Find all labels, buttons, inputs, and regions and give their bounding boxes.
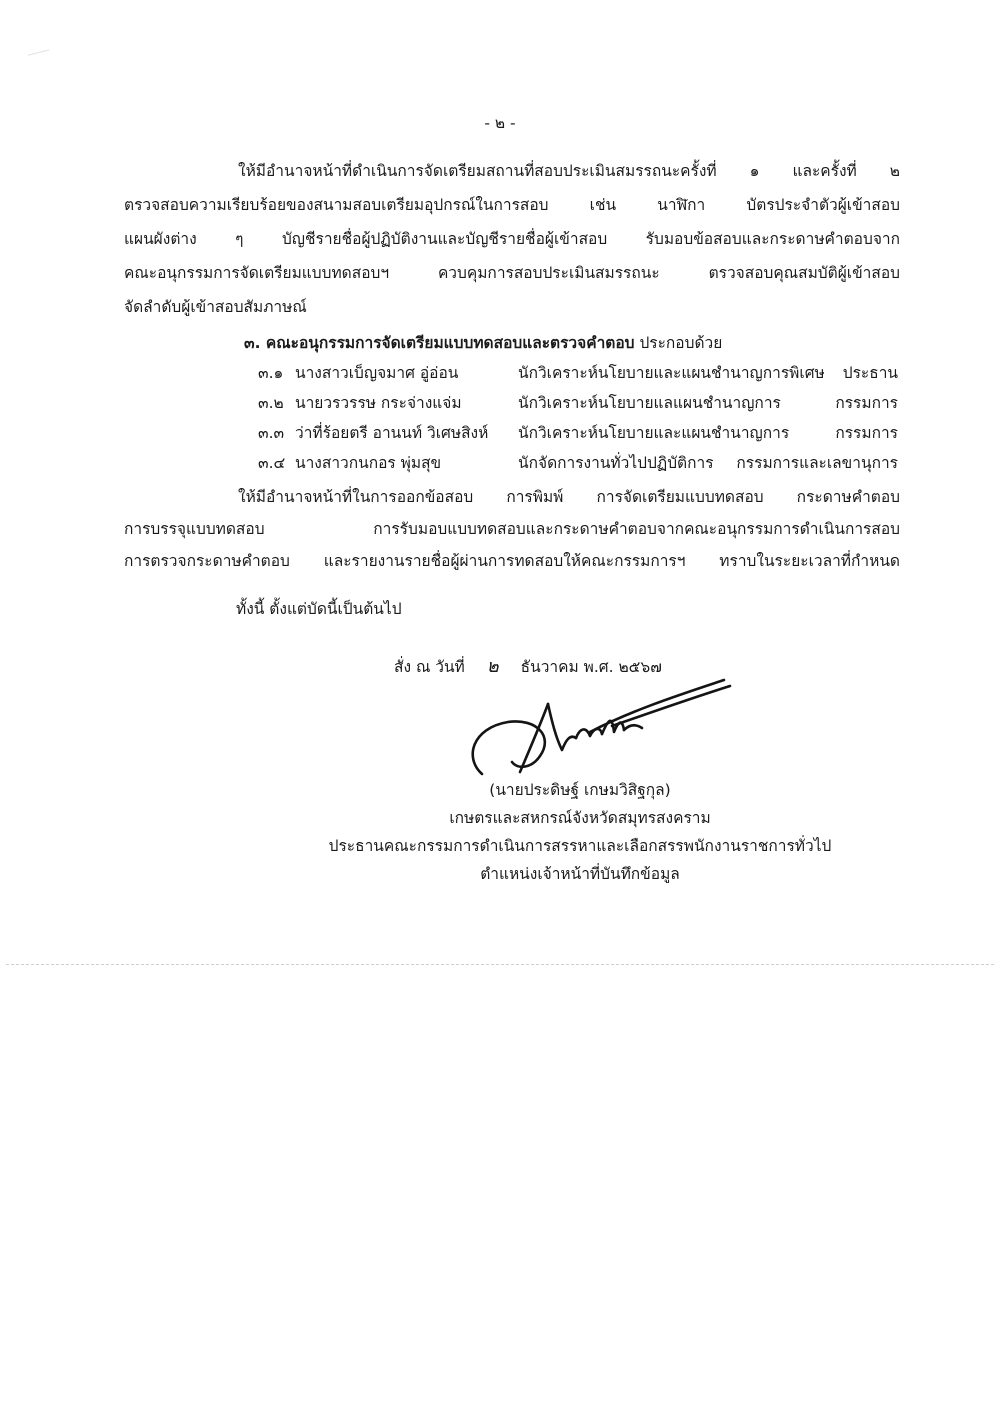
member-row	[258, 422, 898, 444]
section-title: ๓. คณะอนุกรรมการจัดเตรียมแบบทดสอบและตรวจคำตอบ	[244, 334, 635, 352]
member-row	[258, 362, 898, 384]
fold-line	[6, 964, 994, 965]
member-number: ๓.๔	[258, 454, 286, 472]
member-role: กรรมการ	[835, 394, 898, 412]
duty-line-2: การบรรจุแบบทดสอบ การรับมอบแบบทดสอบและกระดาษคำตอบจากคณะอนุกรรมการดำเนินการสอบ	[124, 520, 900, 538]
member-name: นางสาวกนกอร พุ่มสุข	[295, 454, 442, 472]
member-role: กรรมการและเลขานุการ	[736, 454, 898, 472]
page-number: - ๒ -	[484, 114, 516, 132]
member-position: นักจัดการงานทั่วไปปฏิบัติการ	[518, 454, 714, 472]
member-row	[258, 392, 898, 414]
intro-line-2: ตรวจสอบความเรียบร้อยของสนามสอบเตรียมอุปกรณ์ในการสอบ เช่น นาฬิกา บัตรประจำตัวผู้เข้าสอบ	[124, 196, 900, 214]
order-date	[394, 656, 662, 678]
order-date-day: ๒	[486, 656, 499, 677]
section-heading	[244, 332, 722, 354]
intro-line-5: จัดลำดับผู้เข้าสอบสัมภาษณ์	[124, 298, 307, 316]
signatory-title-3: ตำแหน่งเจ้าหน้าที่บันทึกข้อมูล	[480, 865, 680, 883]
scan-mark	[28, 49, 51, 59]
signatory-name: (นายประดิษฐ์ เกษมวิสิฐกุล)	[489, 781, 671, 799]
member-role: กรรมการ	[835, 424, 898, 442]
order-date-prefix: สั่ง ณ วันที่	[394, 658, 465, 676]
closing-statement: ทั้งนี้ ตั้งแต่บัดนี้เป็นต้นไป	[236, 600, 402, 618]
member-row	[258, 452, 898, 474]
member-number: ๓.๒	[258, 394, 284, 412]
intro-line-1: ให้มีอำนาจหน้าที่ดำเนินการจัดเตรียมสถานที่สอบประเมินสมรรถนะครั้งที่ ๑ และครั้งที่ ๒	[238, 162, 900, 180]
member-name: นายวรวรรษ กระจ่างแจ่ม	[295, 394, 462, 412]
member-position: นักวิเคราะห์นโยบายและแผนชำนาญการ	[518, 424, 790, 442]
member-role: ประธาน	[842, 364, 898, 382]
order-date-month-year: ธันวาคม พ.ศ. ๒๕๖๗	[520, 658, 662, 676]
signatory-block	[300, 776, 860, 888]
member-position: นักวิเคราะห์นโยบายแลแผนชำนาญการ	[518, 394, 781, 412]
member-number: ๓.๑	[258, 364, 284, 382]
signatory-title-2: ประธานคณะกรรมการดำเนินการสรรหาและเลือกสรรพนักงานราชการทั่วไป	[328, 837, 832, 855]
member-name: นางสาวเบ็ญจมาศ อู่อ่อน	[295, 364, 459, 382]
member-position: นักวิเคราะห์นโยบายและแผนชำนาญการพิเศษ	[518, 364, 825, 382]
member-number: ๓.๓	[258, 424, 285, 442]
section-title-suffix: ประกอบด้วย	[639, 334, 723, 352]
duty-line-3: การตรวจกระดาษคำตอบ และรายงานรายชื่อผู้ผ่านการทดสอบให้คณะกรรมการฯ ทราบในระยะเวลาที่กำหนด	[124, 552, 900, 570]
intro-line-3: แผนผังต่าง ๆ บัญชีรายชื่อผู้ปฏิบัติงานและบัญชีรายชื่อผู้เข้าสอบ รับมอบข้อสอบและกระดาษคำตอบจาก	[124, 230, 900, 248]
member-name: ว่าที่ร้อยตรี อานนท์ วิเศษสิงห์	[295, 424, 489, 442]
duty-line-1: ให้มีอำนาจหน้าที่ในการออกข้อสอบ การพิมพ์ การจัดเตรียมแบบทดสอบ กระดาษคำตอบ	[238, 488, 900, 506]
intro-line-4: คณะอนุกรรมการจัดเตรียมแบบทดสอบฯ ควบคุมการสอบประเมินสมรรถนะ ตรวจสอบคุณสมบัติผู้เข้าสอบ	[124, 264, 900, 282]
signatory-title-1: เกษตรและสหกรณ์จังหวัดสมุทรสงคราม	[449, 809, 711, 827]
signature-icon	[462, 676, 742, 786]
